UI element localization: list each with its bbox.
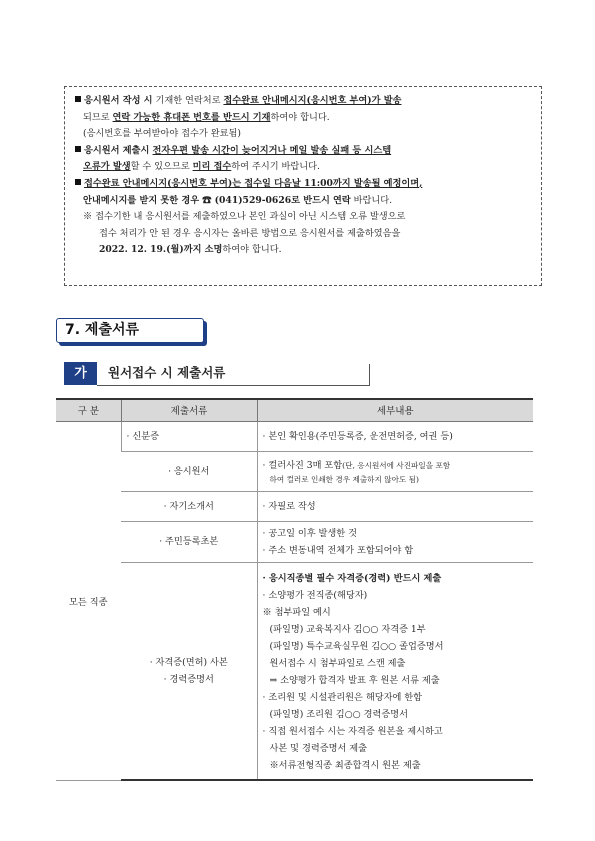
- notice-line: (응시번호를 부여받아야 접수가 완료됨): [83, 128, 241, 140]
- detail-text: · 공고일 이후 발생한 것: [262, 527, 357, 539]
- document-label: · 자기소개서: [163, 500, 214, 512]
- notice-text: 바랍니다.: [350, 194, 393, 206]
- notice-text: 하여야 합니다.: [222, 244, 282, 256]
- detail-text: · 본인 확인용(주민등록증, 운전면허증, 여권 등): [262, 430, 453, 442]
- notice-text: 연락 가능한 휴대폰 번호를 반드시 기재: [112, 111, 271, 123]
- square-bullet-icon: [75, 96, 81, 102]
- notice-line: [75, 159, 531, 176]
- document-cell: [121, 421, 257, 451]
- notice-line: [75, 242, 531, 259]
- document-cell: [121, 451, 257, 491]
- notice-text: 전자우편 발송 시간이 늦어지거나 메일 발송 실패 등 시스템: [152, 144, 392, 156]
- notice-text: 하여야 합니다.: [270, 111, 330, 123]
- notice-text: 되므로: [83, 111, 113, 123]
- notice-text: 접수완료 안내메시지(응시번호 부여)는 접수일 다음날 11:00까지 발송될 예정이며,: [84, 177, 423, 189]
- document-label: · 응시원서: [168, 465, 210, 477]
- detail-cell: [257, 521, 533, 562]
- notice-line: [75, 176, 531, 193]
- notice-text: 하여 주시기 바랍니다.: [231, 161, 320, 173]
- table-row: [56, 491, 533, 521]
- category-cell: 모든 직종: [56, 421, 121, 780]
- document-label: · 주민등록초본: [159, 536, 219, 547]
- table-row: [56, 421, 533, 451]
- notice-line: [75, 110, 531, 127]
- detail-text: · 응시직종별 필수 자격증(경력) 반드시 제출: [262, 572, 442, 584]
- detail-note: (단, 응시원서에 사진파일을 포함: [342, 460, 451, 470]
- table-row: [56, 562, 533, 780]
- notice-text: 할 수 있으므로: [130, 161, 193, 173]
- detail-text: · 컬러사진 3매 포함: [262, 459, 343, 471]
- detail-cell: [257, 562, 533, 780]
- detail-text: ※ 첨부파일 예시: [262, 606, 331, 618]
- subsection-right-border: [369, 364, 370, 386]
- detail-text: ⇒ 소양평가 합격자 발표 후 원본 서류 제출: [269, 674, 440, 686]
- detail-cell: [257, 421, 533, 451]
- detail-text: · 소양평가 전직종(해당자): [262, 589, 368, 601]
- notice-line: ※ 접수기한 내 응시원서를 제출하였으나 본인 과실이 아닌 시스템 오류 발생으로: [83, 211, 406, 223]
- notice-line: [75, 193, 531, 210]
- notice-line: [75, 143, 531, 160]
- table-row: [56, 451, 533, 491]
- document-cell: [121, 521, 257, 562]
- notice-box: [64, 86, 542, 286]
- detail-text: 원서접수 시 첨부파일로 스캔 제출: [269, 657, 406, 669]
- detail-text: (파일명) 특수교육실무원 김○○ 졸업증명서: [269, 640, 444, 652]
- subsection-underline: [97, 385, 370, 386]
- document-label: · 신분증: [126, 430, 159, 442]
- section-title: 7. 제출서류: [56, 318, 204, 343]
- table-row: [56, 521, 533, 562]
- document-label: · 자격증(면허) 사본: [149, 656, 228, 668]
- square-bullet-icon: [75, 146, 81, 152]
- square-bullet-icon: [75, 179, 81, 185]
- notice-text: 접수완료 안내메시지(응시번호 부여)가 발송: [223, 95, 402, 106]
- detail-text: ※서류전형직종 최종합격시 원본 제출: [269, 759, 421, 771]
- notice-line: 접수 처리가 안 된 경우 응시자는 올바른 방법으로 응시원서를 제출하였음을: [99, 227, 401, 239]
- detail-text: · 주소 변동내역 전체가 포함되어야 함: [262, 544, 414, 556]
- document-label: · 경력증명서: [163, 673, 214, 685]
- header-details: 세부내용: [257, 399, 533, 421]
- notice-text: 오류가 발생: [83, 161, 131, 173]
- notice-text: 미리 접수: [192, 161, 232, 173]
- notice-text: 안내메시지를 받지 못한 경우 ☎ (041)529-0626로 반드시 연락: [83, 194, 351, 206]
- subsection-badge: 가: [64, 362, 97, 385]
- detail-text: · 자필로 작성: [262, 500, 316, 512]
- detail-cell: [257, 491, 533, 521]
- detail-line: [263, 457, 529, 474]
- notice-line: [75, 93, 531, 110]
- notice-text: 2022. 12. 19.(월)까지 소명: [99, 244, 223, 256]
- detail-note: 하여 컬러로 인쇄한 경우 제출하지 않아도 됨): [269, 474, 419, 484]
- document-cell: [121, 491, 257, 521]
- header-category: 구 분: [56, 399, 121, 421]
- subsection-title: 원서접수 시 제출서류: [108, 365, 226, 380]
- documents-table: [56, 398, 533, 781]
- notice-text: 응시원서 작성 시: [84, 95, 153, 106]
- subsection-heading: [64, 362, 370, 386]
- notice-text: 기재한 연락처로: [152, 95, 224, 106]
- detail-text: (파일명) 교육복지사 김○○ 자격증 1부: [269, 623, 426, 635]
- document-cell: [121, 562, 257, 780]
- notice-text: 응시원서 제출시: [84, 144, 153, 156]
- detail-text: · 직접 원서접수 시는 자격증 원본을 제시하고: [262, 725, 443, 737]
- detail-text: 사본 및 경력증명서 제출: [269, 742, 368, 754]
- detail-cell: [257, 451, 533, 491]
- detail-text: (파일명) 조리원 김○○ 경력증명서: [269, 708, 408, 720]
- header-documents: 제출서류: [121, 399, 257, 421]
- detail-text: · 조리원 및 시설관리원은 해당자에 한함: [262, 691, 423, 703]
- table-header-row: [56, 399, 533, 421]
